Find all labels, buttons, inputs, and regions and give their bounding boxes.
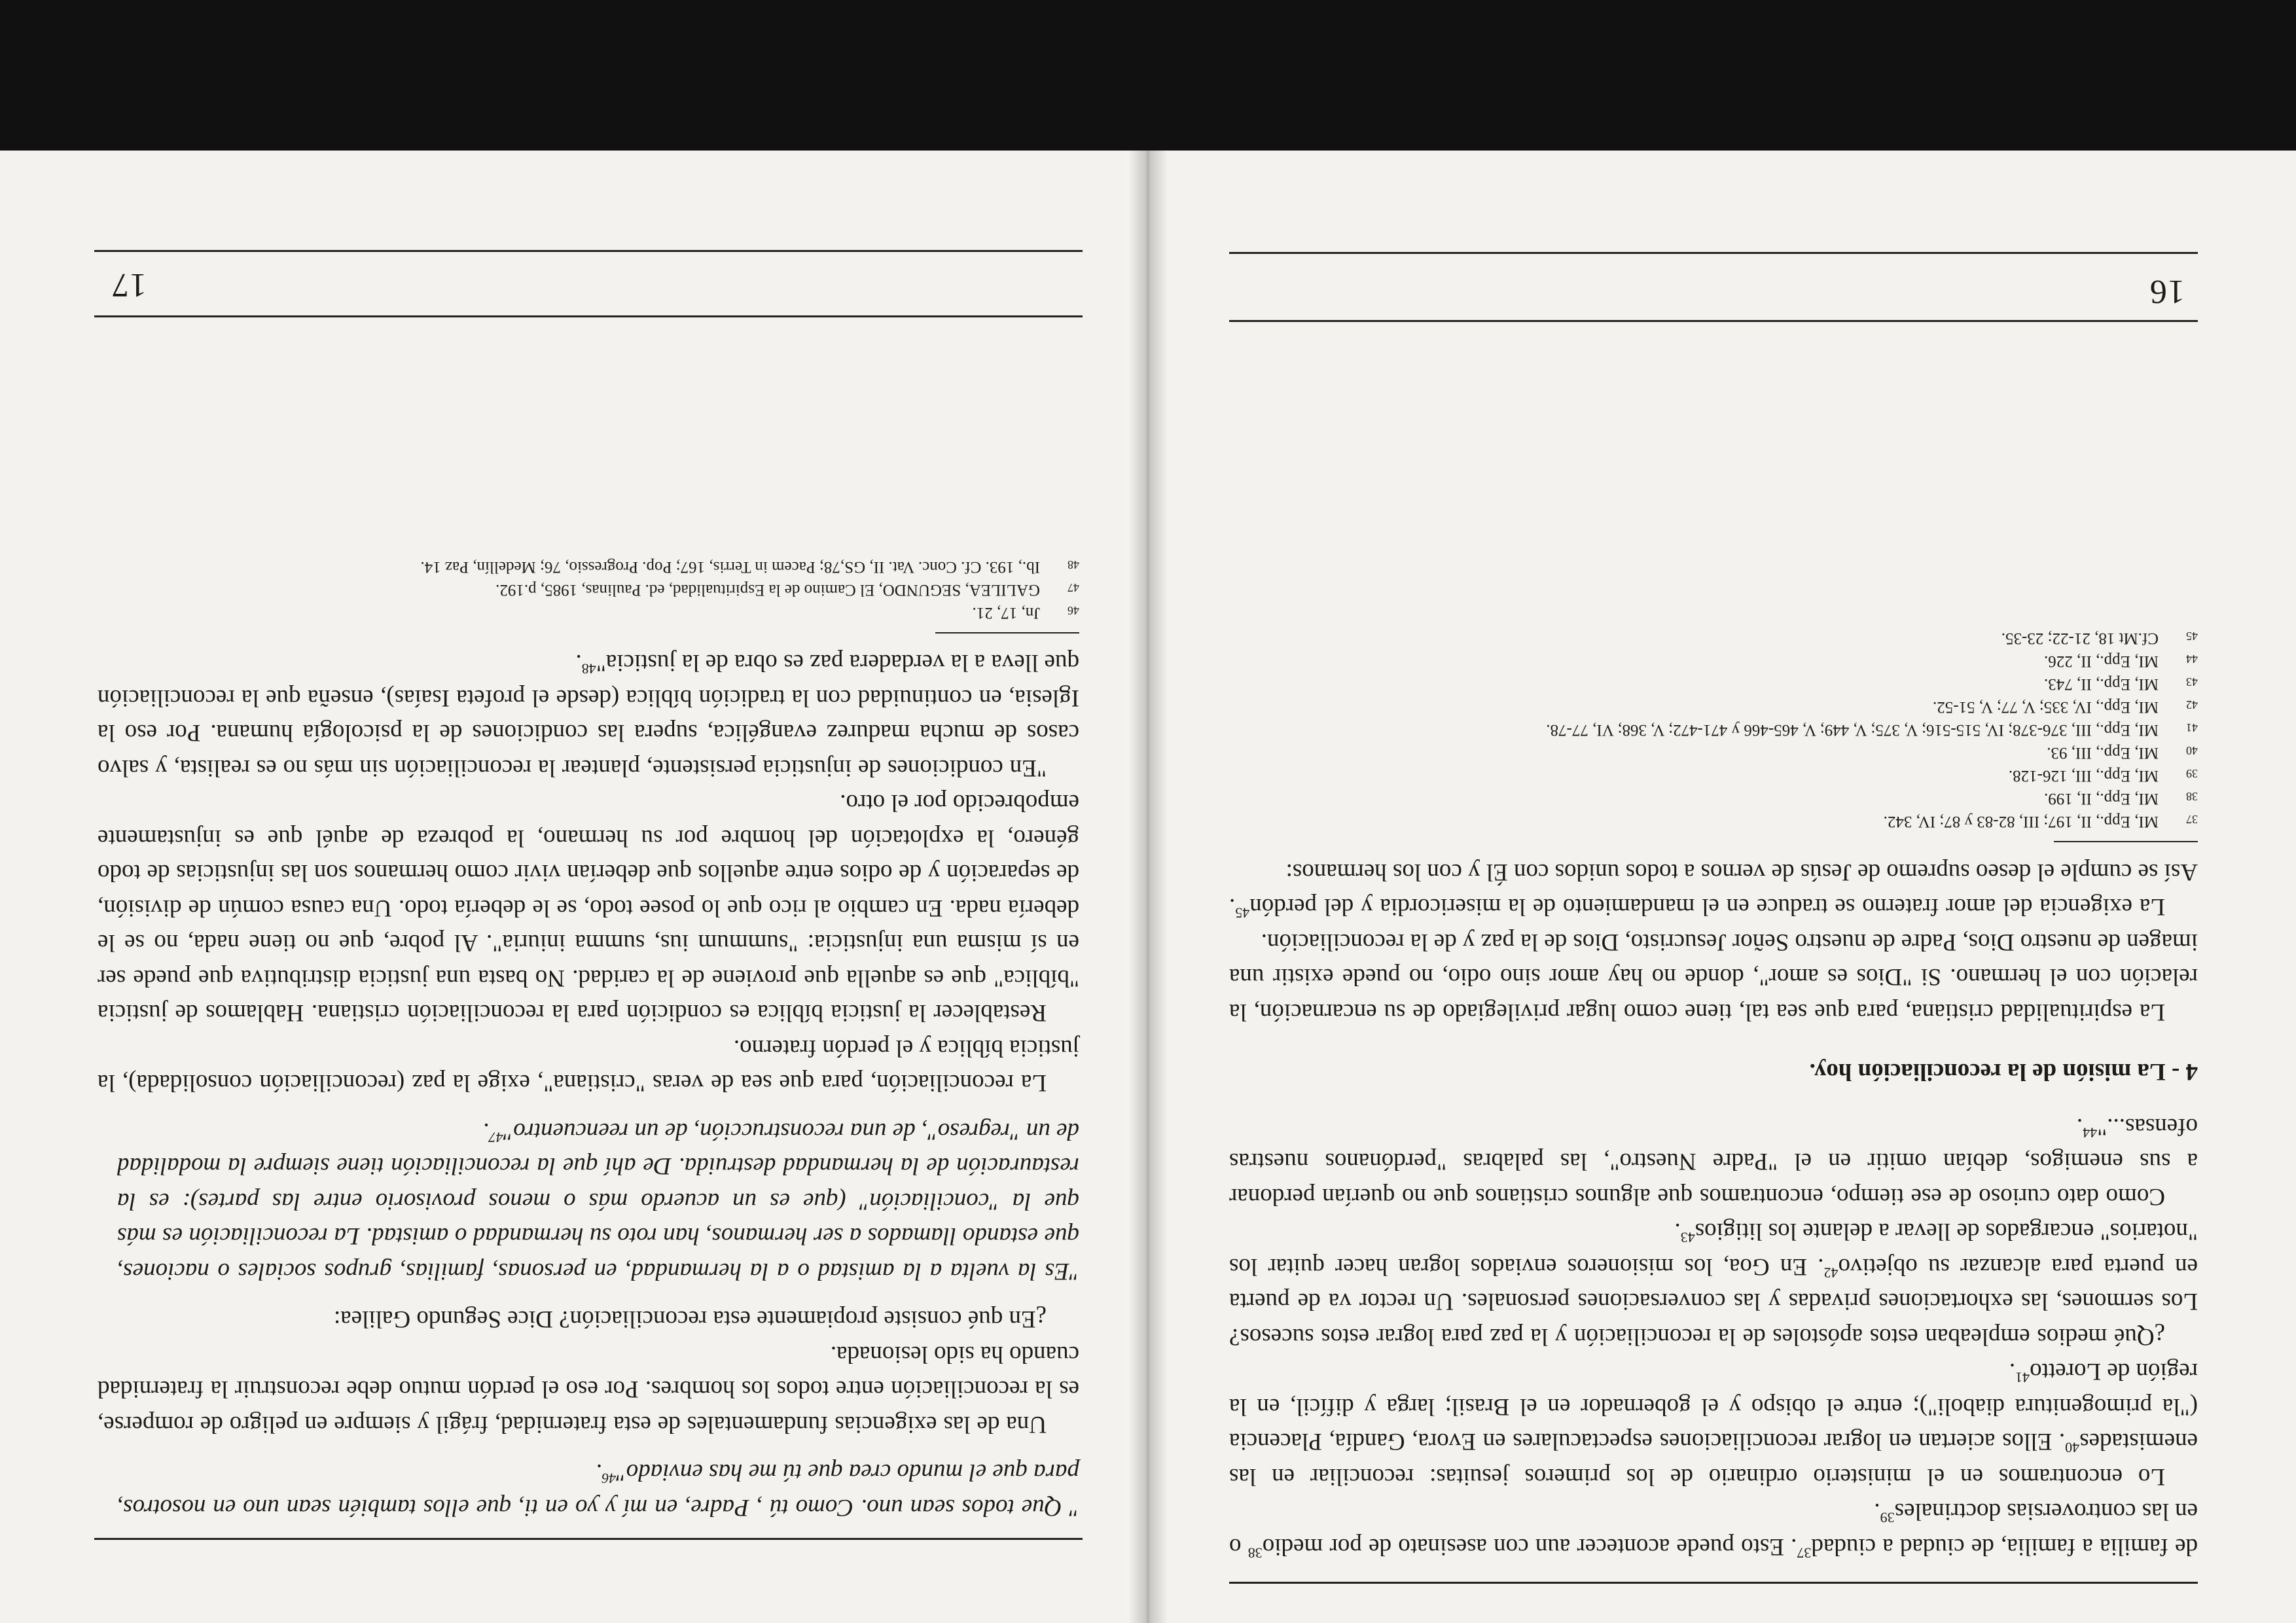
footnote: 41 MI, Epp., III, 376-378; IV, 515-516; V, 375; V, 449; V, 465-466 y 471-472; V, 368; VI, 77-78. [1546,721,2198,740]
page-17 [0,151,1148,1623]
footnote: 46 Jn, 17, 21. [972,604,1079,622]
book-gutter [1128,151,1168,1623]
footnote-rule [2054,842,2198,843]
bottom-rule [1229,320,2198,322]
page-number: 17 [111,266,147,304]
quote: " Que todos sean uno. Como tú , Padre, en mí y yo en ti, que ellos también sean uno en nosotros, para que el mundo crea que tú me has enviado"$^{46}$. [117,1459,1079,1521]
top-rule [1229,1582,2198,1584]
paragraph: Una de las exigencias fundamentales de esta fraternidad, frágil y siempre en peligro de romperse, es la reconciliación entre todos los hombres. Por eso el perdón mutuo debe reconstruir la fraternidad cuando ha sido lesionada. [98,1341,1079,1438]
paragraph: "En condiciones de injusticia persistente, plantear la reconciliación sin más no es realista, y salvo casos de mucha madurez evangélica, supera las condiciones de la psicología humana. Por eso la Iglesia, en continuidad con la tradición bíblica (desde el profeta Isaías), enseña que la reconciliación que lleva a la verdadera paz es obra de la justicia"$^{48}$. [98,649,1079,781]
footnote-ref: 45 [1235,904,1250,921]
footnote: 45 Cf.Mt 18, 21-22; 23-35. [2001,630,2198,648]
quote: "Es la vuelta a la amistad o a la hermandad, en personas, familias, grupos sociales o naciones, que estando llamados a ser hermanos, han roto su hermandad o amistad. La reconciliación es más que la "conciliación" (que es un acuerdo más o menos provisorio entre las partes): es la restauración de la hermandad destruida. De ahí que la reconciliación tiene siempre la modalidad de un "regreso", de una reconstrucción, de un reencuentro"$^{47}$. [117,1118,1079,1285]
paragraph: ¿En qué consiste propiamente esta reconciliación? Dice Segundo Galilea: [333,1306,1047,1333]
top-rule [94,1538,1083,1540]
footnote-ref: 47 [488,1129,503,1146]
footnote-ref: 48 [581,660,596,677]
footnote: 48 Ib., 193. Cf. Conc. Vat. II, GS,78; Pacem in Terris, 167; Pop. Progressio, 76; Medellín, Paz 14. [420,558,1079,576]
footnote-ref: 39 [1880,1509,1895,1526]
footnote-rule [935,632,1079,633]
section-heading: 4 - La misión de la reconciliación hoy. [1809,1058,2198,1086]
paragraph: La exigencia del amor fraterno se traduce en el mandamiento de la misericordia y del perdón$^{45}$. Así se cumple el deseo supremo de Jesús de vernos a todos unidos con Él y con los hermanos: [1229,859,2198,921]
footnotes [1229,626,2198,832]
footnote-ref: 46 [601,1470,617,1487]
bottom-rule [94,315,1083,317]
page-17-text [98,554,1079,1525]
footnote-ref: 41 [2015,1369,2030,1386]
footnote: 39 MI, Epp., III, 126-128. [2008,767,2198,785]
footnote-ref: 37 [1797,1544,1812,1561]
footnotes [98,554,1079,623]
page-16 [1148,151,2296,1623]
paragraph: Lo encontramos en el ministerio ordinario de los primeros jesuitas: reconciliar en las enemistades$^{40}$. Ellos aciertan en lograr reconciliaciones espectaculares en Evora, Gandía, Placencia ("la primogenitura diaboli"); entre el obispo y el gobernador en el Brasil; larga y difícil, en la región de Loretto$^{41}$. [1229,1358,2198,1490]
paragraph: Restablecer la justicia bíblica es condición para la reconciliación cristiana. Hablamos de justicia "bíblica" que es aquella que proviene de la caridad. No basta una justicia distributiva que puede ser en sí misma una injusticia: "summum ius, summa iniuria". Al pobre, que no tiene nada, no se le debería nada. En cambio al rico que lo posee todo, se le debería todo. Una causa común de división, de separación y de odios entre aquellos que deberían vivir como hermanos son las injusticias de todo género, la explotación del hombre por su hermano, la pobreza de aquél que es injustamente empobrecido por el otro. [98,789,1079,1027]
footnote: 44 MI, Epp., II, 226. [2044,652,2198,671]
footnote: 47 GALILEA, SEGUNDO, El Camino de la Espiritualidad, ed. Paulinas, 1985, p.192. [495,581,1079,599]
page-16-text [1229,626,2198,1565]
paragraph: de familia a familia, de ciudad a ciudad$^{37}$. Esto puede acontecer aun con asesinato de por medio$^{38}$ o en las controversias doctrinales$^{39}$. [1229,1498,2198,1561]
paragraph: ¿Qué medios empleaban estos apóstoles de la reconciliación y la paz para lograr estos sucesos? Los sermones, las exhortaciones privadas y las conversaciones personales. Un rector va de puerta en puerta para alcanzar su objetivo$^{42}$. En Goa, los misioneros enviados logran hacer quitar los "notarios" encargados de llevar a delante los litigios$^{43}$. [1229,1218,2198,1350]
paragraph: Como dato curioso de ese tiempo, encontramos que algunos cristianos que no querían perdonar a sus enemigos, debían omitir en el "Padre Nuestro", las palabras "perdónanos nuestras ofensas..."$^{44}$. [1229,1113,2198,1210]
footnote: 43 MI, Epp., II, 743. [2044,675,2198,694]
page-number: 16 [2149,273,2185,310]
footnote: 38 MI, Epp., II, 199. [2044,790,2198,808]
footnote: 40 MI, Epp., III, 93. [2047,744,2198,762]
footnote-ref: 43 [1680,1229,1695,1246]
footnote: 37 MI, Epp., II, 197; III, 82-83 y 87; IV, 342. [1883,813,2198,831]
footnote-ref: 38 [1247,1544,1263,1561]
footnote-ref: 44 [2083,1124,2098,1141]
paragraph: La reconciliación, para que sea de veras "cristiana", exige la paz (reconciliación consolidada), la justicia bíblica y el perdón fraterno. [98,1035,1079,1097]
footnote: 42 MI, Epp., IV, 335; V, 77; V, 51-52. [1933,698,2198,717]
footnote-ref: 42 [1823,1264,1839,1281]
bottom-rule [1229,252,2198,254]
footnote-ref: 40 [2065,1439,2080,1456]
paragraph: La espiritualidad cristiana, para que sea tal, tiene como lugar privilegiado de su encarnación, la relación con el hermano. Si "Dios es amor", donde no hay amor sino odio, no puede existir una imagen de nuestro Dios, Padre de nuestro Señor Jesucristo, Dios de la paz y de la reconciliación. [1229,929,2198,1026]
bottom-rule [94,250,1083,252]
